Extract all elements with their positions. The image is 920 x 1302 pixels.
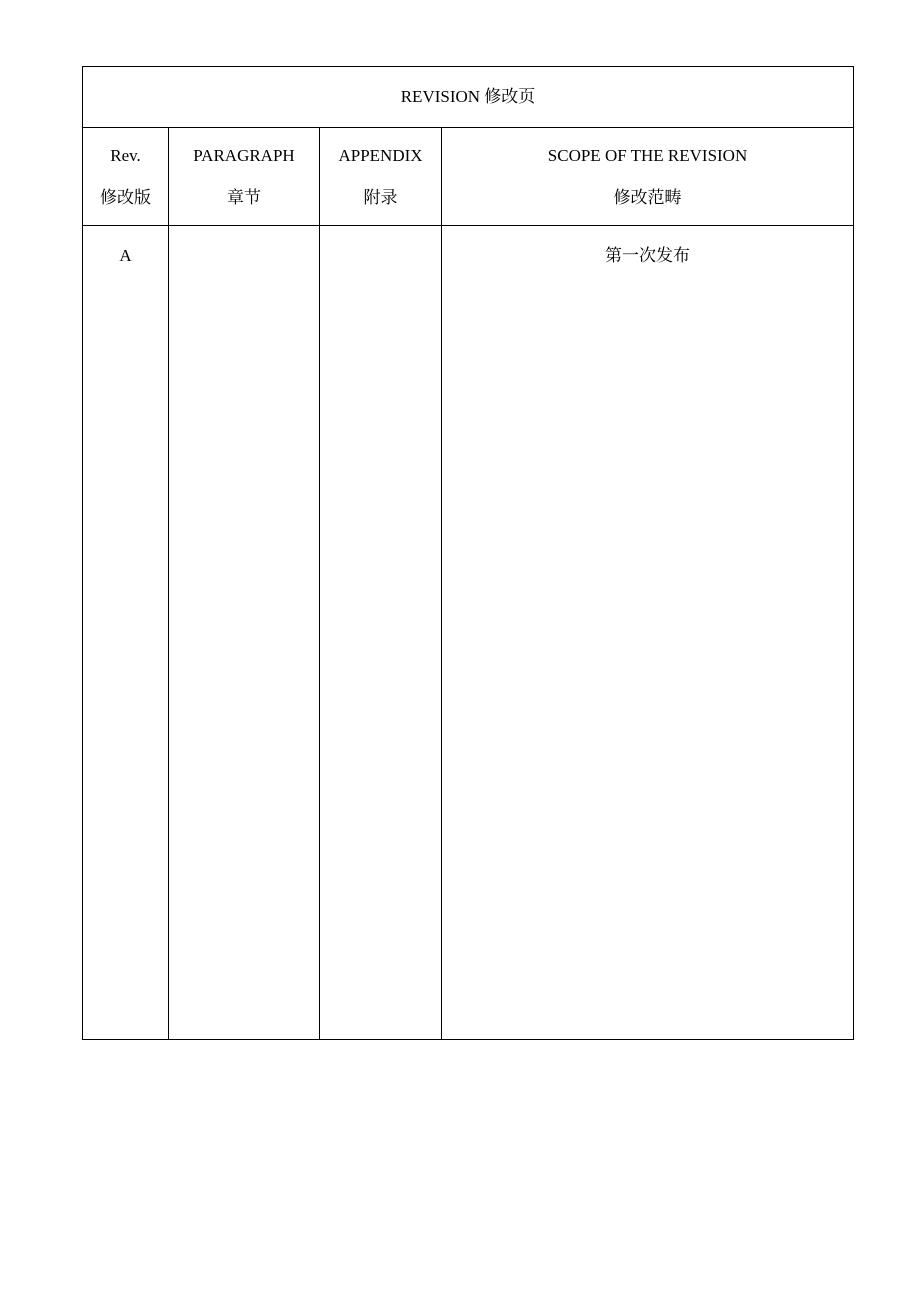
table-row	[83, 226, 854, 1040]
cell-scope: 第一次发布	[442, 226, 854, 1040]
header-appendix-cn: 附录	[363, 187, 398, 207]
cell-paragraph	[169, 226, 320, 1040]
header-scope	[442, 128, 854, 226]
header-row	[83, 128, 854, 226]
table-title: REVISION 修改页	[83, 67, 854, 128]
header-paragraph-en: PARAGRAPH	[193, 145, 295, 165]
header-appendix-en: APPENDIX	[338, 145, 423, 165]
revision-table	[82, 66, 854, 1040]
header-paragraph	[169, 128, 320, 226]
cell-rev: A	[83, 226, 169, 1040]
header-scope-en: SCOPE OF THE REVISION	[547, 145, 748, 165]
title-row	[83, 67, 854, 128]
header-rev-cn: 修改版	[100, 187, 151, 207]
header-scope-cn: 修改范畴	[613, 187, 682, 207]
header-rev-en: Rev.	[110, 145, 141, 165]
header-paragraph-cn: 章节	[227, 187, 261, 207]
cell-appendix	[320, 226, 442, 1040]
header-appendix	[320, 128, 442, 226]
header-rev	[83, 128, 169, 226]
